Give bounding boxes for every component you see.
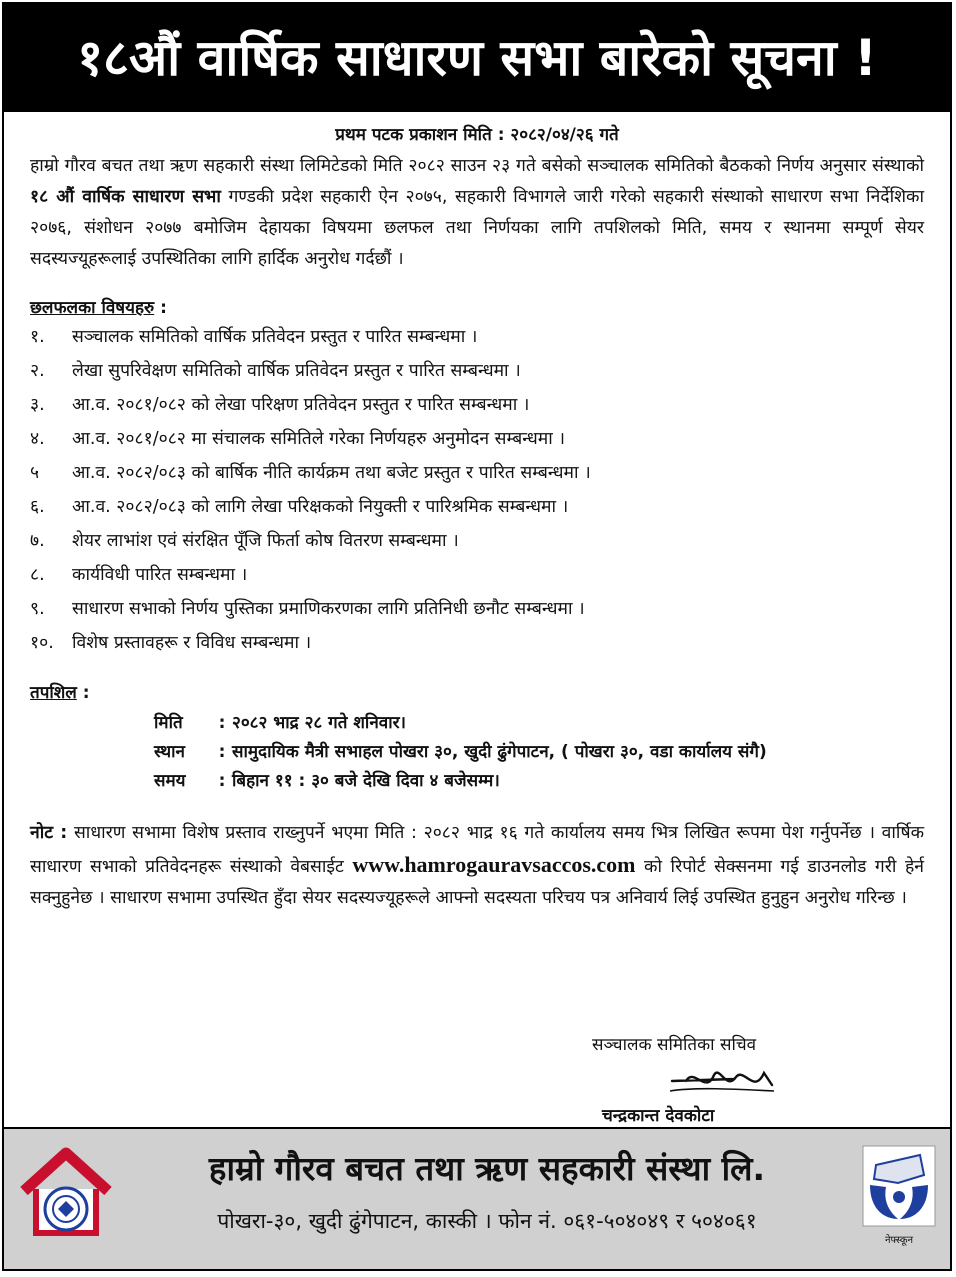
agenda-title: छलफलका विषयहरु <box>30 298 155 318</box>
agenda-item-text: कार्यविधी पारित सम्बन्धमा । <box>72 565 248 585</box>
details-key: समय <box>154 771 186 791</box>
agenda-item-text: लेखा सुपरिवेक्षण समितिको वार्षिक प्रतिवेदन प्रस्तुत र पारित सम्बन्धमा । <box>72 361 521 381</box>
agenda-item-text: आ.व. २०८१/०८२ को लेखा परिक्षण प्रतिवेदन प्रस्तुत र पारित सम्बन्धमा । <box>72 395 530 415</box>
agenda-item <box>30 456 924 490</box>
agenda-item-number: ८. <box>30 565 45 585</box>
house-logo-icon <box>18 1145 114 1241</box>
partner-logo <box>862 1145 936 1246</box>
details-value: सामुदायिक मैत्री सभाहल पोखरा ३०, खुदी ढुंगेपाटन, ( पोखरा ३०, वडा कार्यालय संगै) <box>232 742 767 762</box>
signatory-title: सञ्चालक समितिका सचिव <box>592 1035 757 1055</box>
footer-banner <box>4 1127 950 1269</box>
agenda-item <box>30 388 924 422</box>
note-text-2: को रिपोर्ट सेक्सनमा गई डाउनलोड गरी हेर्न सक्नुहुनेछ । साधारण सभामा उपस्थित हुँदा सेयर सदस्यज्यूहरूले आफ्नो सदस्यता परिचय पत्र अनिवार्य लिई उपस्थित हुनुहुन अनुरोध गरिन्छ । <box>30 857 924 908</box>
agenda-item-number: ९. <box>30 599 45 619</box>
details-separator: : <box>218 742 226 762</box>
agenda-list <box>30 320 924 660</box>
details-row-time <box>154 767 950 796</box>
org-address: पोखरा-३०, खुदी ढुंगेपाटन, कास्की । फोन नं. ०६१-५०४०४९ र ५०४०६१ <box>217 1209 757 1233</box>
agenda-item-number: १. <box>30 327 45 347</box>
agenda-item <box>30 626 924 660</box>
agenda-item <box>30 490 924 524</box>
agenda-item-number: २. <box>30 361 45 381</box>
signatory-name: चन्द्रकान्त देवकोटा <box>602 1106 715 1126</box>
agenda-item-text: विशेष प्रस्तावहरू र विविध सम्बन्धमा । <box>72 633 312 653</box>
intro-text-1: हाम्रो गौरव बचत तथा ऋण सहकारी संस्था लिमिटेडको मिति २०८२ साउन २३ गते बसेको सञ्चालक समितिको बैठकको निर्णय अनुसार संस्थाको <box>30 156 924 176</box>
intro-text-2: गण्डकी प्रदेश सहकारी ऐन २०७५, सहकारी विभागले जारी गरेको सहकारी संस्थाको साधारण सभा निर्देशिका २०७६, संशोधन २०७७ बमोजिम देहायका विषयमा छलफल तथा निर्णयका लागि तपशिलको मिति, समय र स्थानमा सम्पूर्ण सेयर सदस्यज्यूहरूलाई उपस्थितिका लागि हार्दिक अनुरोध गर्दछौं । <box>30 187 924 269</box>
details-title: तपशिल <box>30 683 77 703</box>
intro-highlight: १८ औं वार्षिक साधारण सभा <box>30 187 221 207</box>
signature-block <box>584 1032 864 1126</box>
agenda-item-text: साधारण सभाको निर्णय पुस्तिका प्रमाणिकरणका लागि प्रतिनिधी छनौट सम्बन्धमा । <box>72 599 585 619</box>
agenda-item-number: ७. <box>30 531 45 551</box>
org-name: हाम्रो गौरव बचत तथा ऋण सहकारी संस्था लि. <box>208 1149 766 1188</box>
agenda-item-number: ५ <box>30 463 40 483</box>
notice-title: १८औं वार्षिक साधारण सभा बारेको सूचना ! <box>77 29 877 87</box>
agenda-heading <box>30 295 924 318</box>
hands-logo-icon <box>862 1145 936 1227</box>
agenda-item-text: शेयर लाभांश एवं संरक्षित पूँजि फिर्ता कोष वितरण सम्बन्धमा । <box>72 531 459 551</box>
details-heading <box>30 680 924 703</box>
signature-image <box>664 1061 784 1101</box>
details-colon: : <box>76 683 90 703</box>
note-paragraph <box>30 818 924 914</box>
agenda-colon: : <box>154 298 167 318</box>
details-row-venue <box>154 738 950 767</box>
org-logo <box>18 1145 114 1245</box>
intro-paragraph <box>30 151 924 275</box>
publication-date: प्रथम पटक प्रकाशन मिति : २०८२/०४/२६ गते <box>335 125 619 145</box>
agenda-item <box>30 422 924 456</box>
details-separator: : <box>218 713 226 733</box>
agenda-item-number: ६. <box>30 497 45 517</box>
agenda-item <box>30 354 924 388</box>
agenda-item-text: आ.व. २०८१/०८२ मा संचालक समितिले गरेका निर्णयहरु अनुमोदन सम्बन्धमा । <box>72 429 565 449</box>
agenda-item-number: ४. <box>30 429 45 449</box>
details-key: स्थान <box>154 742 185 762</box>
agenda-item-text: आ.व. २०८२/०८३ को लागि लेखा परिक्षकको नियुक्ती र पारिश्रमिक सम्बन्धमा । <box>72 497 569 517</box>
details-value: बिहान ११ : ३० बजे देखि दिवा ४ बजेसम्म। <box>232 771 500 791</box>
agenda-item <box>30 558 924 592</box>
agenda-item-number: ३. <box>30 395 45 415</box>
partner-logo-caption: नेफ्स्कून <box>884 1235 914 1246</box>
details-row-date <box>154 709 950 738</box>
agenda-item-text: सञ्चालक समितिको वार्षिक प्रतिवेदन प्रस्तुत र पारित सम्बन्धमा । <box>72 327 478 347</box>
agenda-item <box>30 524 924 558</box>
note-text-1: साधारण सभामा विशेष प्रस्ताव राख्नुपर्ने भएमा मिति : २०८२ भाद्र १६ गते कार्यालय समय भित्र लिखित रूपमा पेश गर्नुपर्नेछ । वार्षिक साधारण सभाको प्रतिवेदनहरू संस्थाको वेबसाईट <box>30 823 925 877</box>
agenda-item <box>30 592 924 626</box>
notice-document <box>2 2 952 1271</box>
agenda-item-text: आ.व. २०८२/०८३ को बार्षिक नीति कार्यक्रम तथा बजेट प्रस्तुत र पारित सम्बन्धमा । <box>72 463 591 483</box>
details-key: मिति <box>154 713 183 733</box>
details-separator: : <box>218 771 226 791</box>
agenda-item <box>30 320 924 354</box>
details-table <box>154 709 950 796</box>
agenda-item-number: १०. <box>30 633 54 653</box>
website-link[interactable]: www.hamrogauravsaccos.com <box>352 852 636 877</box>
notice-header <box>4 4 950 112</box>
note-label: नोट : <box>30 823 68 843</box>
details-value: २०८२ भाद्र २८ गते शनिवार। <box>232 713 407 733</box>
